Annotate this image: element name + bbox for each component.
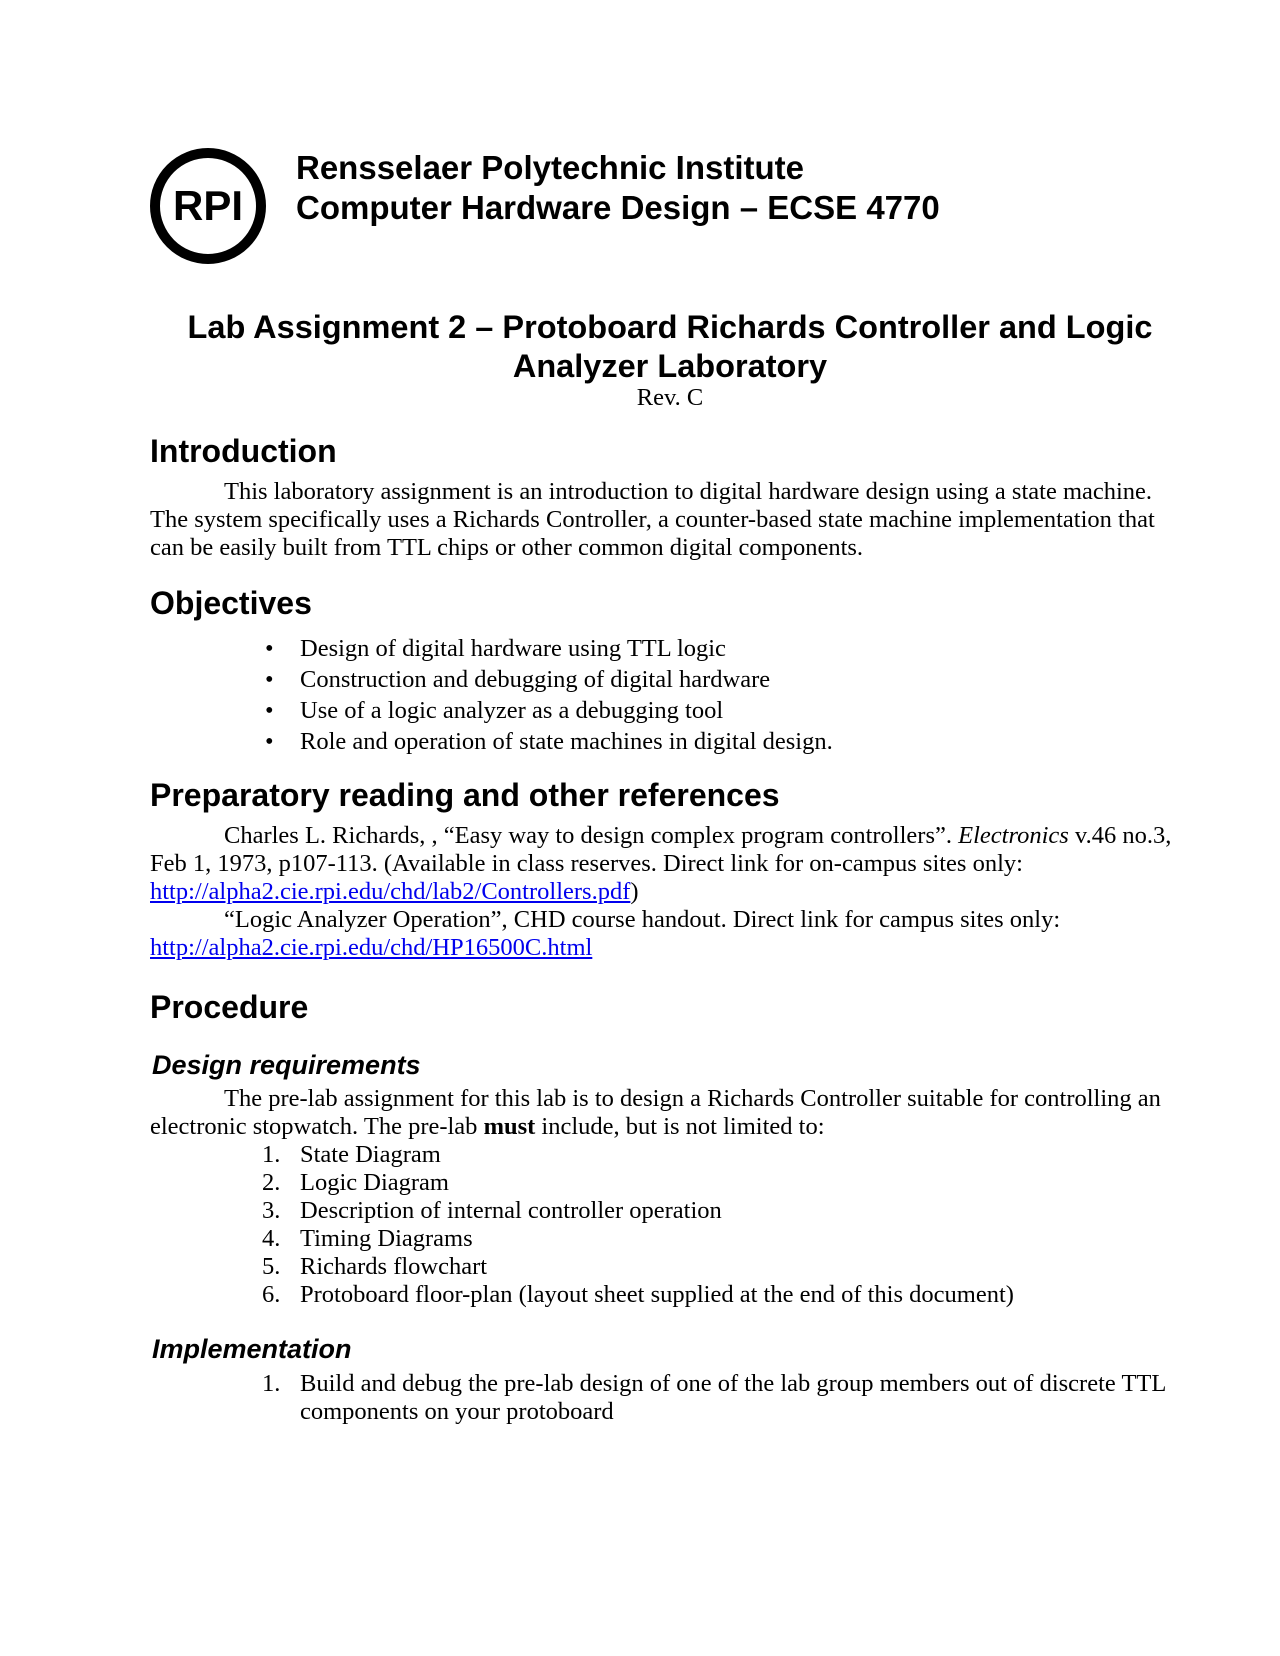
course-name: Computer Hardware Design – ECSE 4770 [296, 189, 940, 226]
document-title [150, 308, 1190, 386]
title-line-2: Analyzer Laboratory [512, 348, 828, 384]
objectives-heading: Objectives [150, 585, 312, 621]
list-item: 1. Build and debug the pre-lab design of one of the lab group members out of discrete TTL components on your protoboard [262, 1370, 1167, 1425]
list-item: 1. State Diagram [262, 1141, 441, 1168]
ref2-line-1: “Logic Analyzer Operation”, CHD course handout. Direct link for campus sites only: [224, 906, 1061, 933]
list-item: 2. Logic Diagram [262, 1169, 449, 1196]
institute-header [296, 148, 940, 228]
design-line-2a: electronic stopwatch. The pre-lab [150, 1113, 484, 1140]
controllers-pdf-link[interactable]: http://alpha2.cie.rpi.edu/chd/lab2/Controllers.pdf [150, 878, 631, 905]
design-requirements-paragraph [150, 1085, 1190, 1141]
revision-label: Rev. C [636, 384, 704, 411]
objective-item: • Design of digital hardware using TTL logic [262, 635, 833, 666]
objective-item: • Role and operation of state machines in digital design. [262, 728, 833, 759]
introduction-heading: Introduction [150, 433, 337, 469]
objective-item: • Construction and debugging of digital hardware [262, 666, 833, 697]
ref1-close: ) [630, 878, 639, 905]
list-item: 4. Timing Diagrams [262, 1225, 473, 1252]
institute-name: Rensselaer Polytechnic Institute [296, 149, 805, 186]
rpi-logo-text: RPI [172, 182, 244, 229]
hp16500c-link[interactable]: http://alpha2.cie.rpi.edu/chd/HP16500C.html [150, 934, 593, 961]
references-heading: Preparatory reading and other references [150, 777, 780, 813]
list-item: 6. Protoboard floor-plan (layout sheet supplied at the end of this document) [262, 1281, 1014, 1308]
design-requirements-heading: Design requirements [152, 1050, 421, 1080]
intro-line-2: The system specifically uses a Richards Controller, a counter-based state machine implementation that [150, 506, 1155, 533]
objective-item: • Use of a logic analyzer as a debugging tool [262, 697, 833, 728]
procedure-heading: Procedure [150, 989, 309, 1025]
references-paragraph [150, 822, 1190, 962]
objectives-list [262, 635, 833, 759]
introduction-paragraph [150, 478, 1190, 562]
intro-line-3: can be easily built from TTL chips or other common digital components. [150, 534, 864, 561]
design-line-2-bold: must [483, 1113, 536, 1140]
ref1-line-2: Feb 1, 1973, p107-113. (Available in class reserves. Direct link for on-campus sites only: [150, 850, 1023, 877]
title-line-1: Lab Assignment 2 – Protoboard Richards Controller and Logic [187, 309, 1153, 345]
ref1-text-b: v.46 no.3, [1068, 822, 1172, 849]
list-item: 5. Richards flowchart [262, 1253, 488, 1280]
design-line-1: The pre-lab assignment for this lab is to design a Richards Controller suitable for controlling an [224, 1085, 1161, 1112]
design-line-2b: include, but is not limited to: [535, 1113, 825, 1140]
intro-line-1: This laboratory assignment is an introduction to digital hardware design using a state machine. [224, 478, 1153, 505]
rpi-logo [148, 146, 268, 266]
ref1-text-a: Charles L. Richards, , “Easy way to design complex program controllers”. [224, 822, 959, 849]
implementation-heading: Implementation [152, 1334, 352, 1364]
ref1-journal: Electronics [958, 822, 1069, 849]
implementation-list [262, 1370, 1192, 1426]
prelab-requirements-list [262, 1141, 1014, 1309]
list-item: 3. Description of internal controller operation [262, 1197, 722, 1224]
